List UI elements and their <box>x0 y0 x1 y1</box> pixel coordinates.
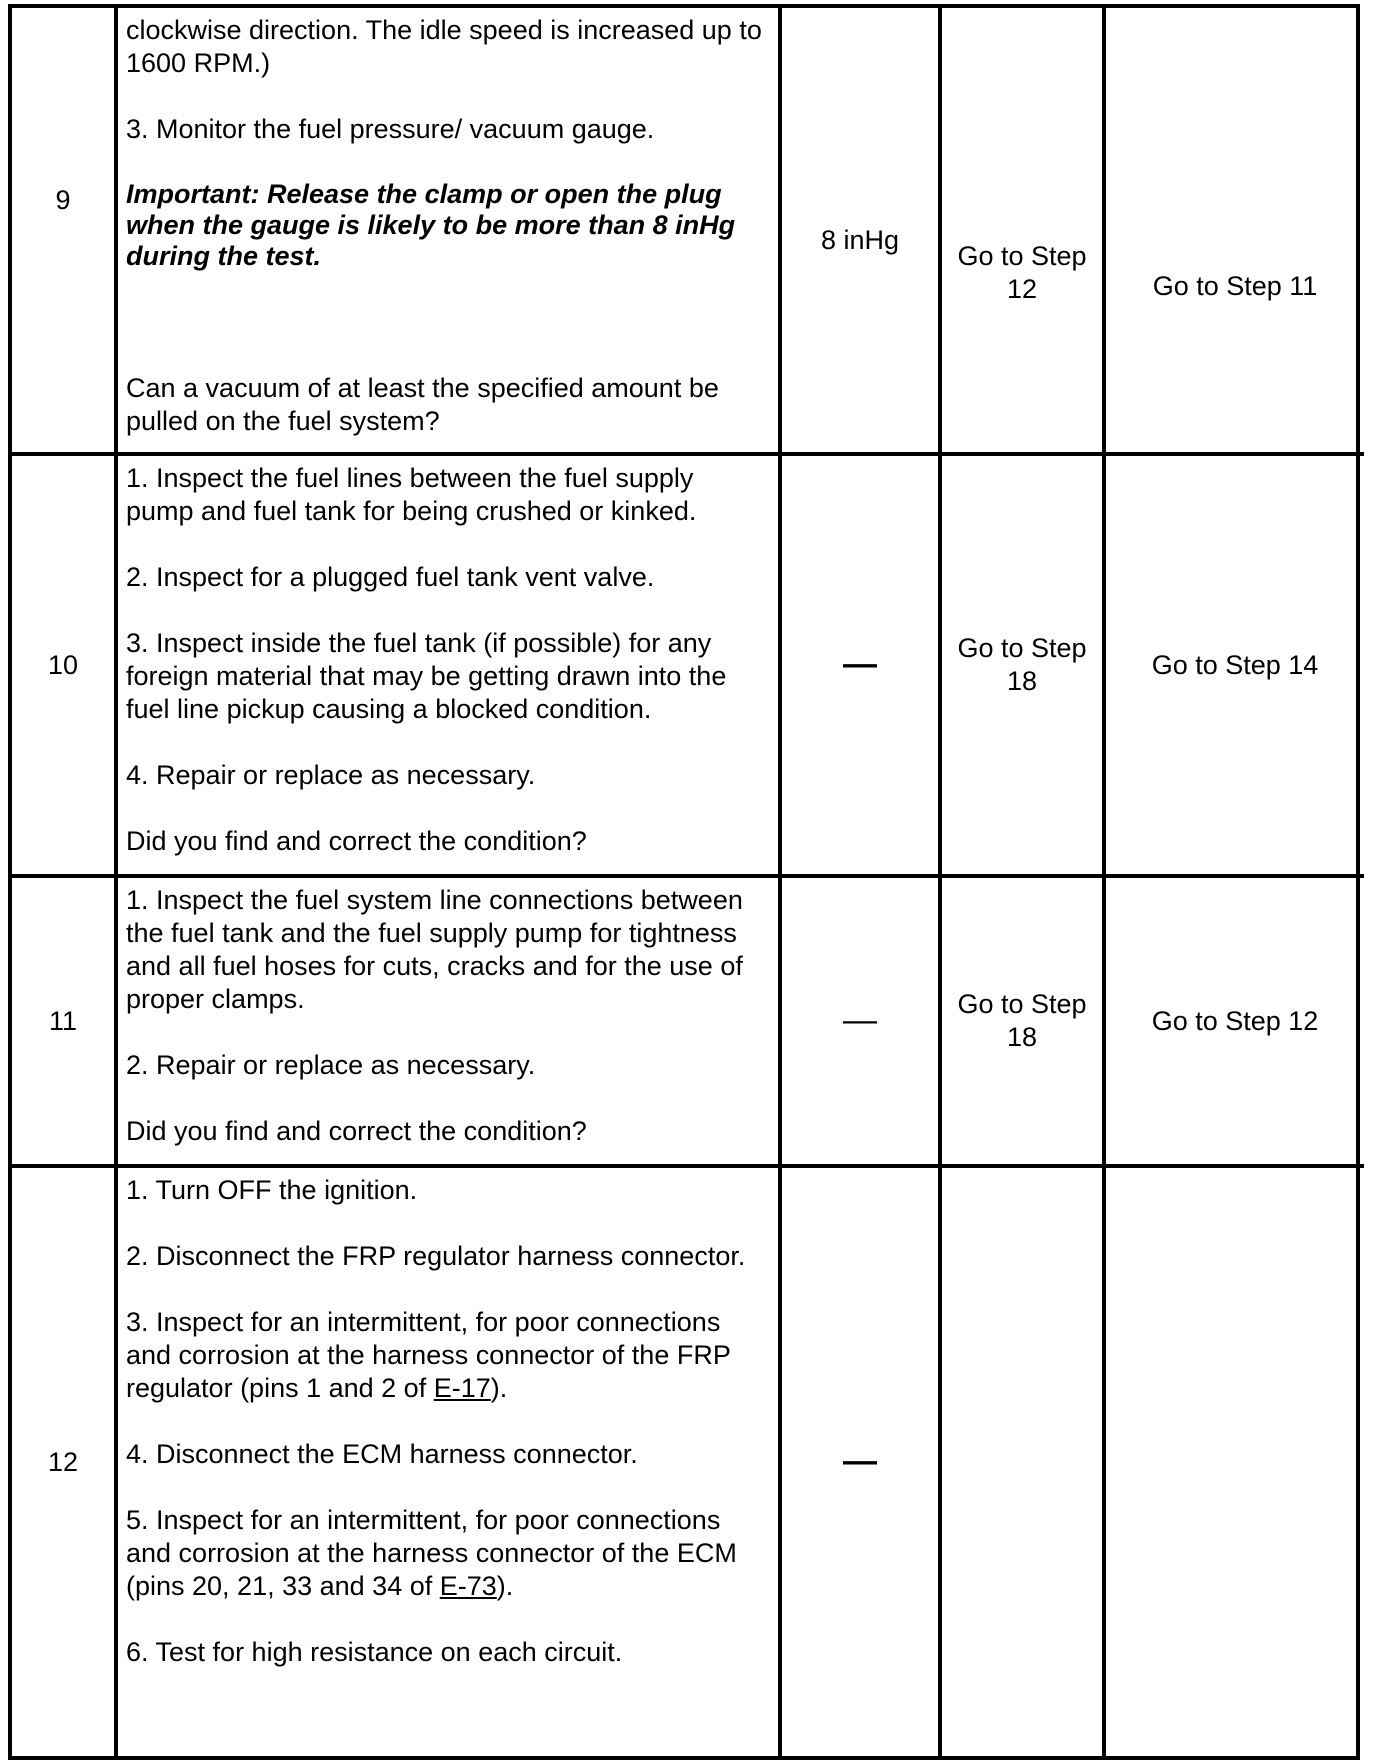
table-row-step-10 <box>12 454 1364 876</box>
connector-link-e17[interactable]: E-17 <box>433 1373 491 1403</box>
yes-action-link[interactable]: Go to Step 18 <box>957 989 1087 1052</box>
table-row-step-12 <box>12 1166 1364 1756</box>
action-item: 1. Inspect the fuel lines between the fuel supply pump and fuel tank for being crushed or kinked. <box>126 463 697 526</box>
action-cell <box>116 1166 780 1756</box>
yes-cell <box>940 8 1104 454</box>
step-number-cell <box>12 454 116 876</box>
specified-value: — <box>843 1000 877 1039</box>
connector-link-e73[interactable]: E-73 <box>439 1571 497 1601</box>
table-row-step-11 <box>12 876 1364 1166</box>
action-item <box>126 1504 768 1603</box>
specified-value: — <box>843 644 877 683</box>
action-item: 3. Inspect inside the fuel tank (if possible) for any foreign material that may be getting drawn into the fuel line pickup causing a blocked condition. <box>126 628 727 724</box>
step-number: 9 <box>55 185 71 215</box>
action-item: 6. Test for high resistance on each circuit. <box>126 1637 623 1667</box>
yes-cell <box>940 876 1104 1166</box>
action-question: Did you find and correct the condition? <box>126 1116 587 1146</box>
yes-cell <box>940 1166 1104 1756</box>
no-cell <box>1104 454 1364 876</box>
value-cell <box>780 8 940 454</box>
action-item-text: ). <box>490 1373 508 1403</box>
step-number: 11 <box>48 1005 78 1036</box>
action-item: 4. Repair or replace as necessary. <box>126 760 536 790</box>
action-item: 1. Inspect the fuel system line connections between the fuel tank and the fuel supply pump for tightness and all fuel hoses for cuts, cracks and for the use of proper clamps. <box>126 885 743 1014</box>
no-cell <box>1104 876 1364 1166</box>
action-cell <box>116 454 780 876</box>
action-item: 2. Repair or replace as necessary. <box>126 1050 536 1080</box>
action-item: 2. Disconnect the FRP regulator harness connector. <box>126 1241 746 1271</box>
no-action-link[interactable]: Go to Step 14 <box>1151 649 1319 680</box>
step-number-cell <box>12 876 116 1166</box>
important-note: Important: Release the clamp or open the plug when the gauge is likely to be more than 8 inHg during the test. <box>126 179 736 271</box>
no-action-link[interactable]: Go to Step 11 <box>1152 271 1318 301</box>
value-cell <box>780 876 940 1166</box>
action-item-text: 3. Inspect for an intermittent, for poor connections and corrosion at the harness connector of the FRP regulator (pins 1 and 2 of <box>126 1307 731 1403</box>
diagnostic-steps-table <box>12 8 1364 1756</box>
value-cell <box>780 454 940 876</box>
no-action-link[interactable]: Go to Step 12 <box>1151 1005 1319 1036</box>
step-number: 10 <box>47 649 79 680</box>
action-question: Did you find and correct the condition? <box>126 826 587 856</box>
yes-cell <box>940 454 1104 876</box>
step-number: 12 <box>47 1446 79 1477</box>
action-text: 3. Monitor the fuel pressure/ vacuum gauge. <box>126 114 655 144</box>
yes-action-link[interactable]: Go to Step 18 <box>957 633 1087 696</box>
action-item-text: 5. Inspect for an intermittent, for poor connections and corrosion at the harness connector of the ECM (pins 20, 21, 33 and 34 of <box>126 1505 737 1601</box>
action-item <box>126 1306 768 1405</box>
action-text: clockwise direction. The idle speed is increased up to 1600 RPM.) <box>126 15 762 78</box>
value-cell <box>780 1166 940 1756</box>
action-item-text: ). <box>496 1571 514 1601</box>
action-cell <box>116 876 780 1166</box>
specified-value: 8 inHg <box>820 225 900 255</box>
table-row-step-9 <box>12 8 1364 454</box>
action-item: 2. Inspect for a plugged fuel tank vent valve. <box>126 562 655 592</box>
step-number-cell <box>12 1166 116 1756</box>
action-cell <box>116 8 780 454</box>
action-item: 4. Disconnect the ECM harness connector. <box>126 1439 638 1469</box>
action-item: 1. Turn OFF the ignition. <box>126 1175 418 1205</box>
no-cell <box>1104 1166 1364 1756</box>
yes-action-link[interactable]: Go to Step 12 <box>957 241 1087 304</box>
no-cell <box>1104 8 1364 454</box>
diagnostic-table <box>8 4 1360 1760</box>
action-question: Can a vacuum of at least the specified amount be pulled on the fuel system? <box>126 373 719 436</box>
step-number-cell <box>12 8 116 454</box>
specified-value: — <box>843 1441 877 1480</box>
